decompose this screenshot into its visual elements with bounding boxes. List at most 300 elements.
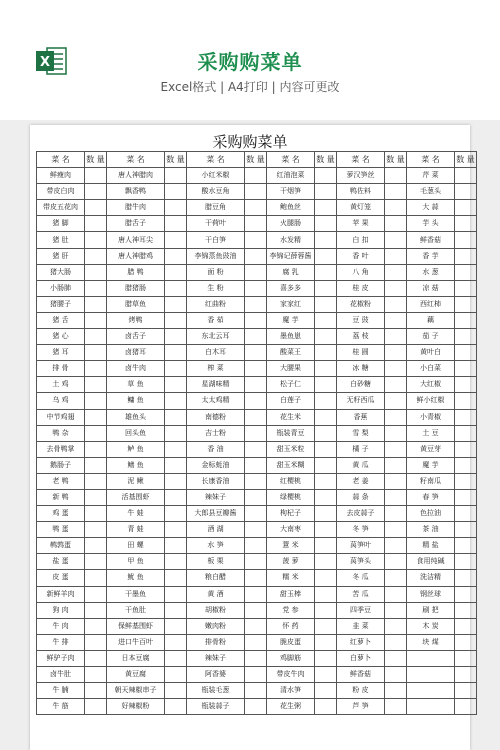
sheet-title: 采购购菜单 [212,133,288,151]
item-qty-cell[interactable] [85,393,107,409]
item-qty-cell[interactable] [245,602,267,618]
item-name-cell: 鸡脚筋 [267,650,315,666]
item-qty-cell[interactable] [85,264,107,280]
item-qty-cell[interactable] [245,264,267,280]
item-qty-cell[interactable] [245,168,267,184]
item-qty-cell[interactable] [245,216,267,232]
item-qty-cell[interactable] [455,216,477,232]
item-qty-cell[interactable] [315,586,337,602]
item-qty-cell[interactable] [315,200,337,216]
item-name-cell: 精 盐 [407,538,455,554]
item-qty-cell[interactable] [165,393,187,409]
item-qty-cell[interactable] [385,667,407,683]
table-row [37,264,477,280]
item-name-cell: 黄叶白 [407,345,455,361]
item-qty-cell[interactable] [245,393,267,409]
item-name-cell: 甜玉米粒 [267,441,315,457]
table-row [37,248,477,264]
item-name-cell: 乌 鸡 [37,393,85,409]
item-name-cell: 黄豆腐 [107,667,165,683]
item-qty-cell[interactable] [165,200,187,216]
item-name-cell: 李锦蒸鱼豉油 [187,248,245,264]
item-qty-cell[interactable] [315,618,337,634]
item-qty-cell[interactable] [245,489,267,505]
item-name-cell [407,667,455,683]
item-qty-cell[interactable] [385,168,407,184]
item-qty-cell[interactable] [245,457,267,473]
item-qty-cell[interactable] [315,602,337,618]
item-name-cell: 卤牛肚 [37,667,85,683]
item-qty-cell[interactable] [165,345,187,361]
item-name-cell: 嫩肉粉 [187,618,245,634]
item-qty-cell[interactable] [165,216,187,232]
item-qty-cell[interactable] [165,168,187,184]
table-row [37,506,477,522]
item-qty-cell[interactable] [385,586,407,602]
item-qty-cell[interactable] [385,329,407,345]
item-qty-cell[interactable] [245,184,267,200]
item-qty-cell[interactable] [85,618,107,634]
item-qty-cell[interactable] [455,264,477,280]
item-qty-cell[interactable] [165,522,187,538]
item-name-cell: 黄 瓜 [337,457,385,473]
item-qty-cell[interactable] [315,506,337,522]
item-qty-cell[interactable] [85,522,107,538]
item-qty-cell[interactable] [165,667,187,683]
item-qty-cell[interactable] [315,538,337,554]
item-qty-cell[interactable] [165,506,187,522]
item-name-cell: 猪大肠 [37,264,85,280]
item-name-cell: 腊舌子 [107,216,165,232]
item-qty-cell[interactable] [315,361,337,377]
item-name-cell: 土 豆 [407,425,455,441]
item-qty-cell[interactable] [385,473,407,489]
item-name-cell: 星湖味精 [187,377,245,393]
item-qty-cell[interactable] [385,522,407,538]
item-name-cell: 去骨鸭掌 [37,441,85,457]
item-qty-cell[interactable] [85,683,107,699]
item-qty-cell[interactable] [315,312,337,328]
item-name-cell: 去皮蒜子 [337,506,385,522]
item-qty-cell[interactable] [455,457,477,473]
item-qty-cell[interactable] [85,554,107,570]
item-qty-cell[interactable] [165,602,187,618]
item-qty-cell[interactable] [165,473,187,489]
item-qty-cell[interactable] [315,345,337,361]
item-name-cell: 鲜驴子肉 [37,650,85,666]
item-qty-cell[interactable] [85,667,107,683]
item-qty-cell[interactable] [385,280,407,296]
item-qty-cell[interactable] [85,506,107,522]
item-qty-cell[interactable] [245,329,267,345]
item-qty-cell[interactable] [85,168,107,184]
item-qty-cell[interactable] [315,457,337,473]
item-qty-cell[interactable] [165,296,187,312]
item-qty-cell[interactable] [385,377,407,393]
item-qty-cell[interactable] [455,473,477,489]
item-name-cell: 酒 湖 [187,522,245,538]
item-qty-cell[interactable] [455,361,477,377]
item-name-cell: 怀 药 [267,618,315,634]
item-qty-cell[interactable] [85,409,107,425]
item-qty-cell[interactable] [245,232,267,248]
item-qty-cell[interactable] [455,184,477,200]
item-qty-cell[interactable] [165,570,187,586]
item-qty-cell[interactable] [165,425,187,441]
item-qty-cell[interactable] [385,312,407,328]
item-qty-cell[interactable] [165,184,187,200]
item-qty-cell[interactable] [315,329,337,345]
item-qty-cell[interactable] [165,457,187,473]
item-qty-cell[interactable] [315,216,337,232]
item-qty-cell[interactable] [85,361,107,377]
table-header-row [37,152,477,168]
item-qty-cell[interactable] [245,506,267,522]
header-cell-qty: 数 量 [455,152,477,168]
item-qty-cell[interactable] [85,489,107,505]
item-qty-cell[interactable] [245,618,267,634]
item-name-cell: 酸水豆角 [187,184,245,200]
item-name-cell: 带皮白肉 [37,184,85,200]
item-qty-cell[interactable] [385,232,407,248]
item-qty-cell[interactable] [85,345,107,361]
item-qty-cell[interactable] [85,312,107,328]
item-name-cell: 腊豆角 [187,200,245,216]
item-qty-cell[interactable] [385,248,407,264]
item-qty-cell[interactable] [85,280,107,296]
item-qty-cell[interactable] [385,216,407,232]
logo-letter: X [39,55,51,70]
item-qty-cell[interactable] [245,200,267,216]
item-name-cell: 猪 心 [37,329,85,345]
item-qty-cell[interactable] [245,312,267,328]
item-qty-cell[interactable] [385,409,407,425]
item-qty-cell[interactable] [455,522,477,538]
item-qty-cell[interactable] [245,586,267,602]
item-qty-cell[interactable] [385,538,407,554]
item-qty-cell[interactable] [455,489,477,505]
item-qty-cell[interactable] [315,522,337,538]
item-name-cell: 魔 芋 [267,312,315,328]
item-qty-cell[interactable] [455,232,477,248]
item-qty-cell[interactable] [315,168,337,184]
item-qty-cell[interactable] [455,650,477,666]
item-name-cell: 腊猪肠 [107,280,165,296]
item-qty-cell[interactable] [245,570,267,586]
item-name-cell: 白 扣 [337,232,385,248]
item-qty-cell[interactable] [385,264,407,280]
item-qty-cell[interactable] [165,232,187,248]
item-qty-cell[interactable] [385,393,407,409]
item-qty-cell[interactable] [315,473,337,489]
item-qty-cell[interactable] [455,329,477,345]
item-name-cell: 火腿肠 [267,216,315,232]
item-name-cell: 萝汉笋丝 [337,168,385,184]
item-qty-cell[interactable] [455,699,477,715]
item-name-cell: 雄鱼头 [107,409,165,425]
item-qty-cell[interactable] [455,248,477,264]
item-qty-cell[interactable] [85,602,107,618]
item-qty-cell[interactable] [245,409,267,425]
table-row [37,522,477,538]
item-name-cell: 香蕉 [337,409,385,425]
item-qty-cell[interactable] [165,554,187,570]
item-name-cell: 酸菜王 [267,345,315,361]
item-name-cell: 桂 圆 [337,345,385,361]
item-qty-cell[interactable] [385,361,407,377]
item-qty-cell[interactable] [455,280,477,296]
item-qty-cell[interactable] [245,538,267,554]
item-qty-cell[interactable] [245,667,267,683]
item-qty-cell[interactable] [315,184,337,200]
item-qty-cell[interactable] [385,683,407,699]
item-qty-cell[interactable] [455,377,477,393]
item-qty-cell[interactable] [85,570,107,586]
item-qty-cell[interactable] [455,441,477,457]
item-qty-cell[interactable] [245,554,267,570]
item-qty-cell[interactable] [315,441,337,457]
item-name-cell: 盐 蛋 [37,554,85,570]
item-qty-cell[interactable] [315,296,337,312]
item-qty-cell[interactable] [165,280,187,296]
item-qty-cell[interactable] [455,200,477,216]
item-name-cell: 香 茹 [187,312,245,328]
item-name-cell: 辣妹子 [187,489,245,505]
item-qty-cell[interactable] [455,667,477,683]
item-name-cell: 牛 肉 [37,618,85,634]
item-name-cell: 田 螺 [107,538,165,554]
item-qty-cell[interactable] [245,361,267,377]
item-qty-cell[interactable] [165,248,187,264]
item-qty-cell[interactable] [85,425,107,441]
item-name-cell: 冰 糖 [337,361,385,377]
table-row [37,618,477,634]
item-qty-cell[interactable] [455,618,477,634]
item-name-cell: 鲍鱼丝 [267,200,315,216]
item-qty-cell[interactable] [85,329,107,345]
item-qty-cell[interactable] [315,425,337,441]
item-name-cell: 芹 菜 [407,168,455,184]
item-qty-cell[interactable] [165,683,187,699]
item-qty-cell[interactable] [245,473,267,489]
item-name-cell: 水发精 [267,232,315,248]
item-name-cell: 钢丝球 [407,586,455,602]
item-name-cell: 块 煤 [407,634,455,650]
item-qty-cell[interactable] [455,586,477,602]
spreadsheet-preview [30,125,475,750]
item-qty-cell[interactable] [315,683,337,699]
item-name-cell: 粉 皮 [337,683,385,699]
item-qty-cell[interactable] [455,409,477,425]
item-qty-cell[interactable] [455,570,477,586]
item-qty-cell[interactable] [245,683,267,699]
item-qty-cell[interactable] [165,441,187,457]
item-qty-cell[interactable] [245,441,267,457]
item-name-cell: 瓶装青豆 [267,425,315,441]
item-qty-cell[interactable] [85,650,107,666]
item-qty-cell[interactable] [385,489,407,505]
item-qty-cell[interactable] [315,650,337,666]
item-qty-cell[interactable] [385,554,407,570]
item-name-cell: 鲜小红椒 [407,393,455,409]
item-qty-cell[interactable] [455,506,477,522]
item-qty-cell[interactable] [165,538,187,554]
table-row [37,393,477,409]
item-qty-cell[interactable] [85,232,107,248]
item-name-cell: 苹 果 [337,216,385,232]
item-qty-cell[interactable] [85,184,107,200]
item-name-cell: 李锦记薛蓉酱 [267,248,315,264]
item-qty-cell[interactable] [315,248,337,264]
item-name-cell: 唐人神腊肉 [107,168,165,184]
table-row [37,280,477,296]
item-name-cell: 带皮牛肉 [267,667,315,683]
item-qty-cell[interactable] [245,699,267,715]
item-name-cell: 干墨鱼 [107,586,165,602]
item-qty-cell[interactable] [245,650,267,666]
item-qty-cell[interactable] [85,216,107,232]
item-qty-cell[interactable] [385,441,407,457]
item-qty-cell[interactable] [455,345,477,361]
item-qty-cell[interactable] [85,248,107,264]
item-name-cell [407,650,455,666]
item-qty-cell[interactable] [385,618,407,634]
item-qty-cell[interactable] [385,345,407,361]
item-name-cell: 黄灯笼 [337,200,385,216]
item-qty-cell[interactable] [315,699,337,715]
item-qty-cell[interactable] [455,168,477,184]
item-qty-cell[interactable] [385,650,407,666]
item-qty-cell[interactable] [165,650,187,666]
item-qty-cell[interactable] [455,602,477,618]
item-name-cell: 腊 鸭 [107,264,165,280]
item-qty-cell[interactable] [85,586,107,602]
item-name-cell: 桂 皮 [337,280,385,296]
item-qty-cell[interactable] [455,683,477,699]
item-qty-cell[interactable] [85,296,107,312]
item-name-cell: 刷 把 [407,602,455,618]
item-qty-cell[interactable] [245,345,267,361]
item-qty-cell[interactable] [245,248,267,264]
item-name-cell: 干烟笋 [267,184,315,200]
item-qty-cell[interactable] [245,634,267,650]
item-qty-cell[interactable] [85,473,107,489]
item-qty-cell[interactable] [165,329,187,345]
item-qty-cell[interactable] [385,425,407,441]
item-qty-cell[interactable] [315,393,337,409]
table-row [37,361,477,377]
item-qty-cell[interactable] [455,538,477,554]
item-qty-cell[interactable] [315,634,337,650]
item-qty-cell[interactable] [315,377,337,393]
item-qty-cell[interactable] [165,634,187,650]
item-name-cell: 鳝 鱼 [107,457,165,473]
item-qty-cell[interactable] [165,264,187,280]
header-cell-name: 菜 名 [337,152,385,168]
item-qty-cell[interactable] [315,570,337,586]
item-name-cell: 魔 芋 [407,457,455,473]
item-name-cell: 韭 菜 [337,618,385,634]
item-qty-cell[interactable] [315,232,337,248]
item-qty-cell[interactable] [315,554,337,570]
item-qty-cell[interactable] [315,264,337,280]
item-qty-cell[interactable] [165,489,187,505]
item-name-cell: 莴笋头 [337,554,385,570]
item-qty-cell[interactable] [85,200,107,216]
item-qty-cell[interactable] [315,489,337,505]
item-qty-cell[interactable] [85,377,107,393]
table-row [37,650,477,666]
item-qty-cell[interactable] [385,506,407,522]
item-qty-cell[interactable] [245,377,267,393]
item-name-cell: 卤猪耳 [107,345,165,361]
item-qty-cell[interactable] [455,425,477,441]
item-qty-cell[interactable] [385,570,407,586]
item-qty-cell[interactable] [165,409,187,425]
item-name-cell: 大南枣 [267,522,315,538]
item-qty-cell[interactable] [385,184,407,200]
table-row [37,345,477,361]
item-qty-cell[interactable] [455,393,477,409]
item-qty-cell[interactable] [165,699,187,715]
item-name-cell: 白砂糖 [337,377,385,393]
item-qty-cell[interactable] [385,296,407,312]
item-qty-cell[interactable] [165,312,187,328]
item-name-cell [407,699,455,715]
item-name-cell [407,683,455,699]
item-qty-cell[interactable] [315,280,337,296]
item-name-cell: 老 鸭 [37,473,85,489]
item-qty-cell[interactable] [455,296,477,312]
item-qty-cell[interactable] [245,280,267,296]
item-qty-cell[interactable] [85,699,107,715]
item-name-cell: 干白笋 [187,232,245,248]
item-qty-cell[interactable] [85,457,107,473]
item-qty-cell[interactable] [385,200,407,216]
item-name-cell: 八 角 [337,264,385,280]
item-name-cell: 瓶装蒜子 [187,699,245,715]
item-qty-cell[interactable] [385,634,407,650]
table-row [37,425,477,441]
item-qty-cell[interactable] [85,634,107,650]
item-qty-cell[interactable] [165,361,187,377]
item-qty-cell[interactable] [165,618,187,634]
item-qty-cell[interactable] [165,377,187,393]
item-qty-cell[interactable] [245,522,267,538]
table-row [37,409,477,425]
item-qty-cell[interactable] [385,457,407,473]
item-qty-cell[interactable] [85,538,107,554]
item-qty-cell[interactable] [315,409,337,425]
item-qty-cell[interactable] [165,586,187,602]
item-name-cell: 食用纯碱 [407,554,455,570]
item-qty-cell[interactable] [385,699,407,715]
item-qty-cell[interactable] [245,425,267,441]
item-name-cell: 猪 肚 [37,232,85,248]
item-name-cell: 脆皮蛋 [267,634,315,650]
item-qty-cell[interactable] [455,312,477,328]
item-qty-cell[interactable] [85,441,107,457]
item-name-cell: 干荷叶 [187,216,245,232]
item-qty-cell[interactable] [455,554,477,570]
item-qty-cell[interactable] [455,634,477,650]
item-name-cell: 小肠肺 [37,280,85,296]
item-qty-cell[interactable] [315,667,337,683]
item-qty-cell[interactable] [245,296,267,312]
item-name-cell: 香 油 [187,441,245,457]
item-name-cell: 香 叶 [337,248,385,264]
item-qty-cell[interactable] [385,602,407,618]
